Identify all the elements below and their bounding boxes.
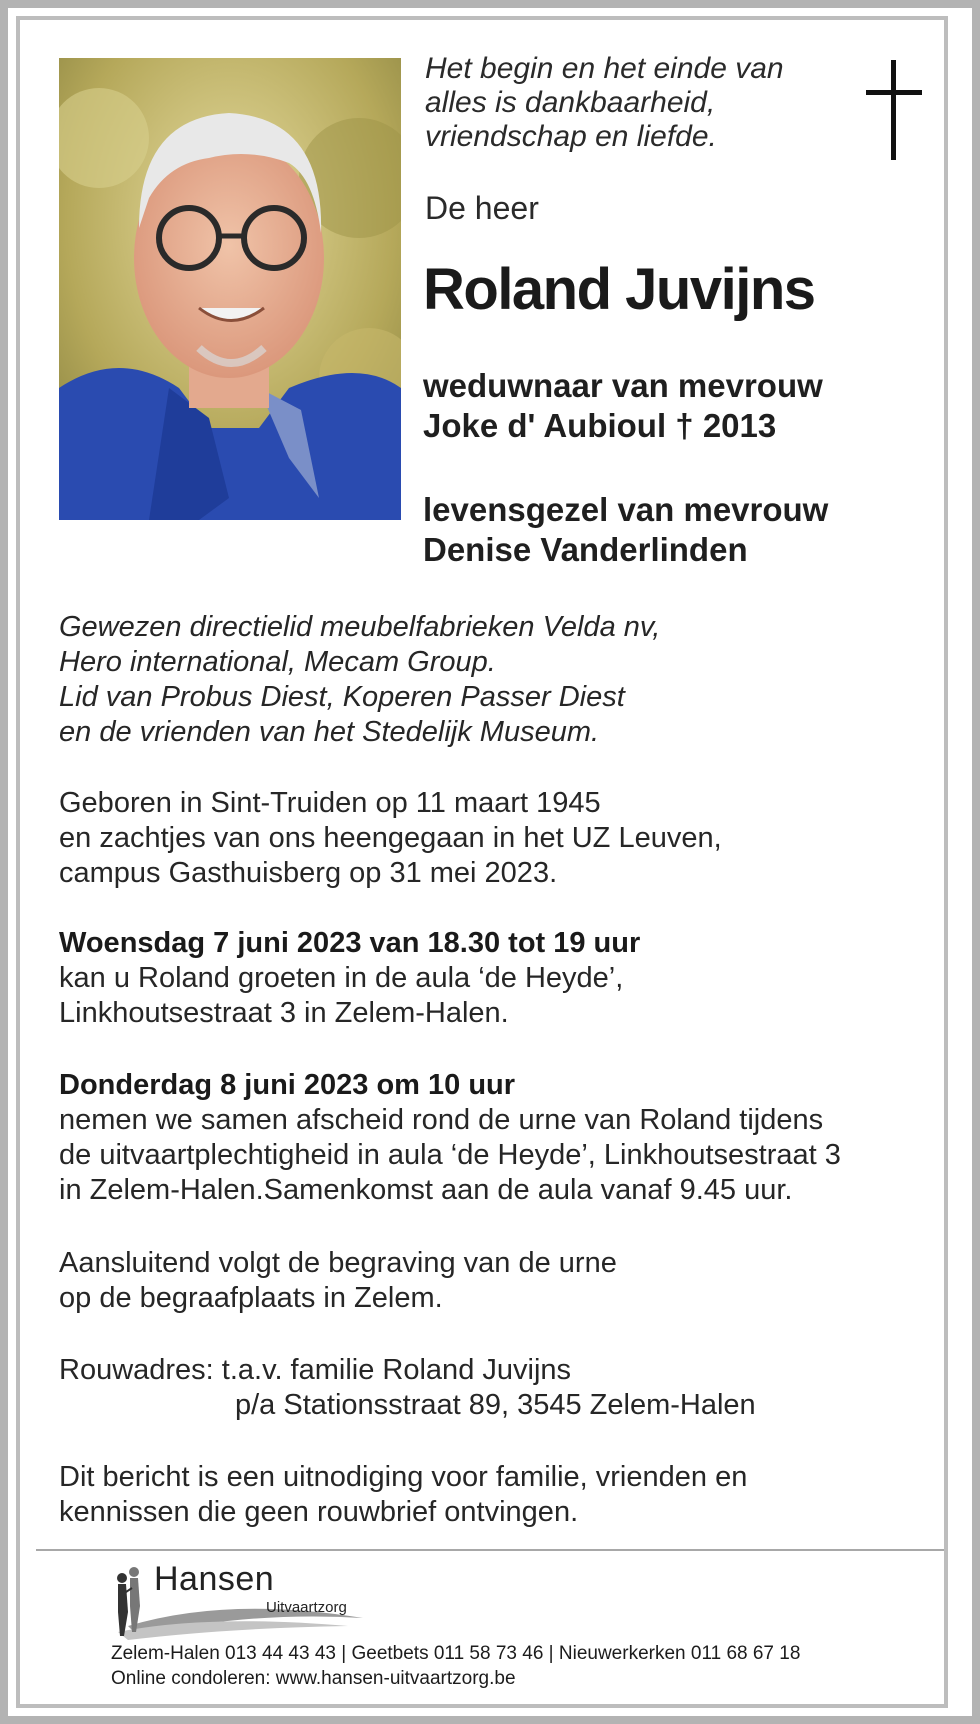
burial-line: op de begraafplaats in Zelem. [59,1282,443,1314]
funeral-line: in Zelem-Halen.Samenkomst aan de aula vanaf 9.45 uur. [59,1174,793,1206]
salutation: De heer [425,190,539,226]
born-line: en zachtjes van ons heengegaan in het UZ Leuven, [59,822,722,854]
quote-line: alles is dankbaarheid, [425,86,716,119]
invite-line: kennissen die geen rouwbrief ontvingen. [59,1496,579,1528]
funeral-heading: Donderdag 8 juni 2023 om 10 uur [59,1069,516,1101]
wake-heading: Woensdag 7 juni 2023 van 18.30 tot 19 uur [59,927,641,959]
mourning-address [59,1353,929,1423]
quote-line: Het begin en het einde van [425,52,784,85]
address-line: p/a Stationsstraat 89, 3545 Zelem-Halen [235,1389,756,1421]
logo-name: Hansen [154,1560,275,1598]
relation-widower [423,366,823,446]
invite-line: Dit bericht is een uitnodiging voor familie, vrienden en [59,1461,748,1493]
memorial-quote [425,52,825,154]
portrait-photo [59,58,401,520]
footer-phones: Zelem-Halen 013 44 43 43 | Geetbets 011 58 73 46 | Nieuwerkerken 011 68 67 18 [111,1643,801,1664]
footer-divider [36,1549,944,1551]
deceased-name: Roland Juvijns [423,257,815,322]
career-paragraph [59,610,929,750]
funeral-paragraph [59,1068,929,1208]
career-line: Hero international, Mecam Group. [59,646,496,678]
wake-line: Linkhoutsestraat 3 in Zelem-Halen. [59,997,509,1029]
wake-line: kan u Roland groeten in de aula ‘de Heyde’, [59,962,624,994]
invitation-note [59,1460,929,1530]
relation-line: levensgezel van mevrouw [423,491,829,528]
logo-subtitle: Uitvaartzorg [266,1599,347,1616]
quote-line: vriendschap en liefde. [425,120,717,153]
relation-line: Joke d' Aubioul † 2013 [423,407,777,444]
burial-line: Aansluitend volgt de begraving van de urne [59,1247,617,1279]
footer-online[interactable]: Online condoleren: www.hansen-uitvaartzorg.be [111,1668,516,1689]
career-line: Lid van Probus Diest, Koperen Passer Diest [59,681,625,713]
career-line: Gewezen directielid meubelfabrieken Velda nv, [59,611,661,643]
latin-cross-icon [864,60,924,160]
wake-paragraph [59,926,929,1031]
birth-death-paragraph [59,786,929,891]
career-line: en de vrienden van het Stedelijk Museum. [59,716,600,748]
funeral-line: de uitvaartplechtigheid in aula ‘de Heyde’, Linkhoutsestraat 3 [59,1139,841,1171]
born-line: campus Gasthuisberg op 31 mei 2023. [59,857,558,889]
address-line: Rouwadres: t.a.v. familie Roland Juvijns [59,1354,572,1386]
relation-line: Denise Vanderlinden [423,531,748,568]
funeral-line: nemen we samen afscheid rond de urne van Roland tijdens [59,1104,824,1136]
burial-paragraph [59,1246,929,1316]
born-line: Geboren in Sint-Truiden op 11 maart 1945 [59,787,601,819]
relation-partner [423,490,828,570]
relation-line: weduwnaar van mevrouw [423,367,823,404]
